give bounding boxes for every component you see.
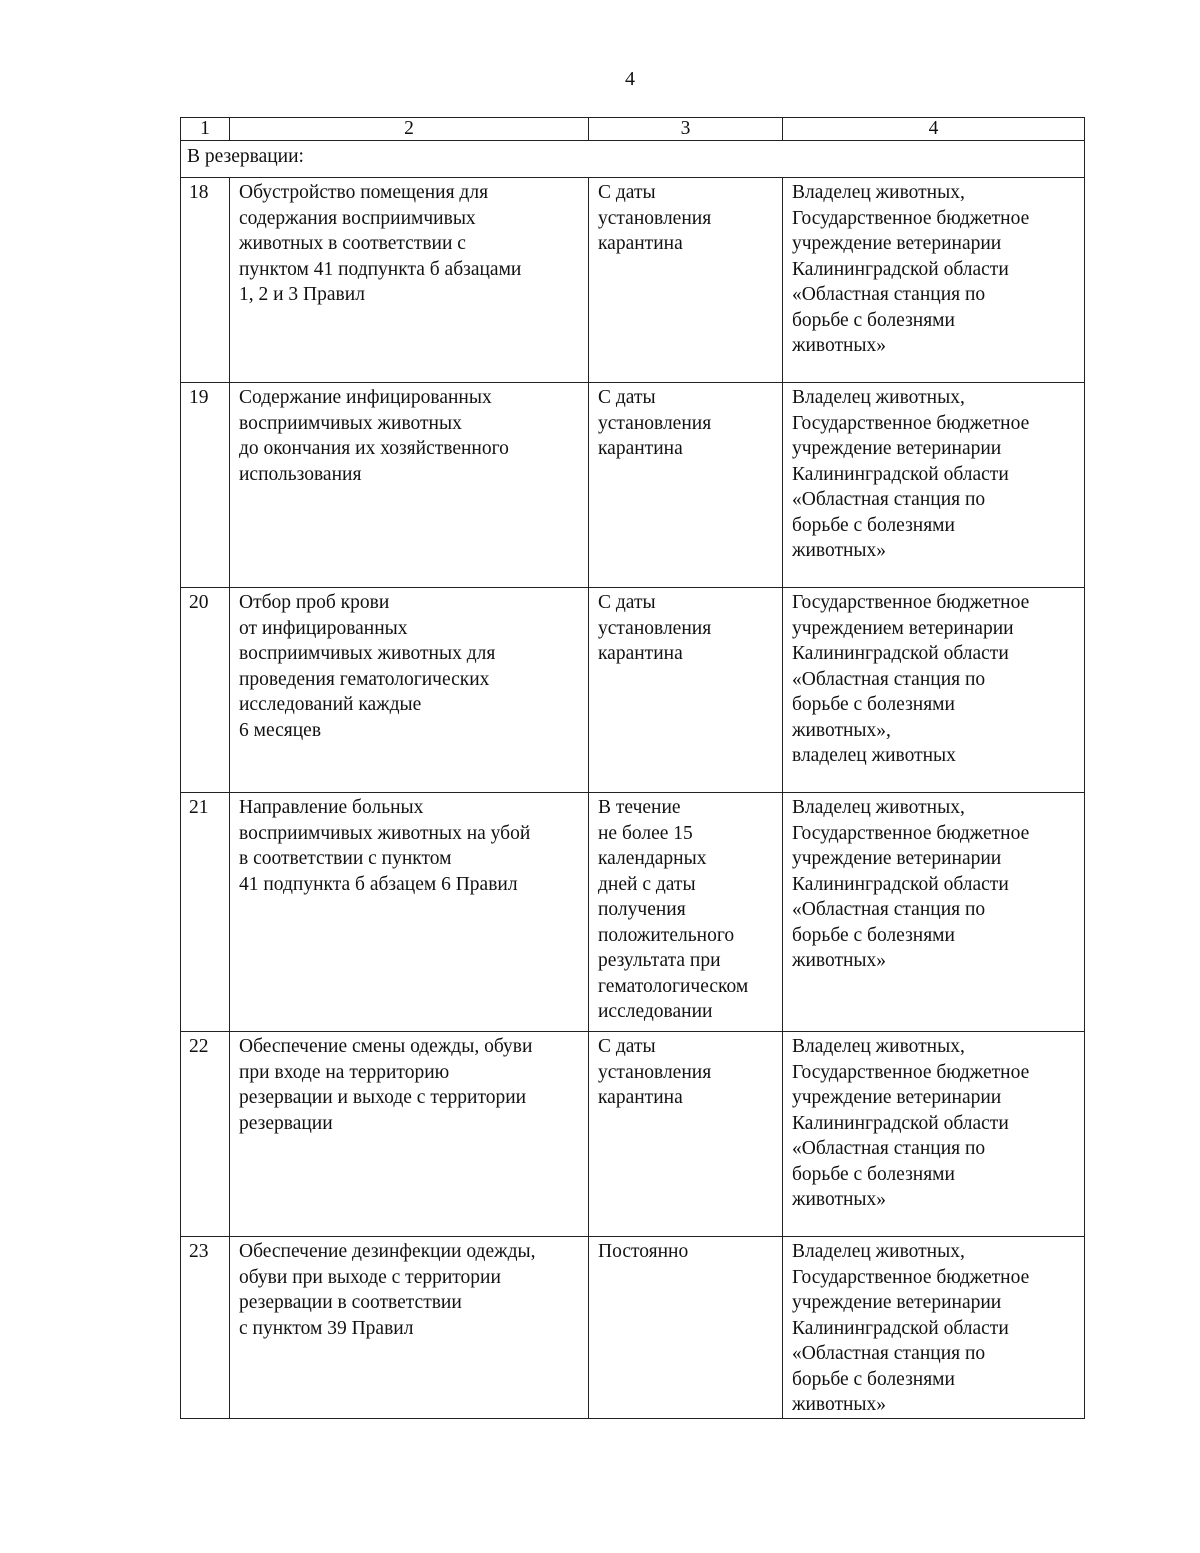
term-cell: С даты установления карантина bbox=[589, 178, 783, 383]
measure-cell: Содержание инфицированных восприимчивых животных до окончания их хозяйственного использования bbox=[230, 383, 589, 588]
table-row bbox=[181, 1032, 1085, 1237]
responsible-cell: Владелец животных, Государственное бюджетное учреждение ветеринарии Калининградской области «Областная станция по борьбе с болезнями животных» bbox=[783, 383, 1085, 588]
section-title: В резервации: bbox=[181, 141, 1085, 178]
measures-table bbox=[180, 117, 1085, 1419]
header-cell-1: 1 bbox=[181, 118, 230, 141]
measure-cell: Обустройство помещения для содержания восприимчивых животных в соответствии с пунктом 41 подпункта б абзацами 1, 2 и 3 Правил bbox=[230, 178, 589, 383]
term-cell: С даты установления карантина bbox=[589, 1032, 783, 1237]
row-number: 23 bbox=[181, 1237, 230, 1419]
table-row bbox=[181, 793, 1085, 1032]
row-number: 18 bbox=[181, 178, 230, 383]
section-row bbox=[181, 141, 1085, 178]
row-number: 19 bbox=[181, 383, 230, 588]
measure-cell: Отбор проб крови от инфицированных восприимчивых животных для проведения гематологических исследований каждые 6 месяцев bbox=[230, 588, 589, 793]
header-cell-4: 4 bbox=[783, 118, 1085, 141]
page-number: 4 bbox=[625, 68, 635, 90]
responsible-cell: Владелец животных, Государственное бюджетное учреждение ветеринарии Калининградской области «Областная станция по борьбе с болезнями животных» bbox=[783, 1032, 1085, 1237]
measure-cell: Обеспечение смены одежды, обуви при входе на территорию резервации и выходе с территории резервации bbox=[230, 1032, 589, 1237]
measure-cell: Обеспечение дезинфекции одежды, обуви при выходе с территории резервации в соответствии с пунктом 39 Правил bbox=[230, 1237, 589, 1419]
row-number: 21 bbox=[181, 793, 230, 1032]
table-header-row bbox=[181, 118, 1085, 141]
term-cell: С даты установления карантина bbox=[589, 588, 783, 793]
header-cell-2: 2 bbox=[230, 118, 589, 141]
term-cell: В течение не более 15 календарных дней с даты получения положительного результата при гематологическом исследовании bbox=[589, 793, 783, 1032]
term-cell: С даты установления карантина bbox=[589, 383, 783, 588]
row-number: 20 bbox=[181, 588, 230, 793]
term-cell: Постоянно bbox=[589, 1237, 783, 1419]
header-cell-3: 3 bbox=[589, 118, 783, 141]
responsible-cell: Владелец животных, Государственное бюджетное учреждение ветеринарии Калининградской области «Областная станция по борьбе с болезнями животных» bbox=[783, 178, 1085, 383]
table-row bbox=[181, 1237, 1085, 1419]
table-row bbox=[181, 588, 1085, 793]
responsible-cell: Владелец животных, Государственное бюджетное учреждение ветеринарии Калининградской области «Областная станция по борьбе с болезнями животных» bbox=[783, 1237, 1085, 1419]
row-number: 22 bbox=[181, 1032, 230, 1237]
table-row bbox=[181, 383, 1085, 588]
responsible-cell: Государственное бюджетное учреждением ветеринарии Калининградской области «Областная станция по борьбе с болезнями животных», владелец животных bbox=[783, 588, 1085, 793]
table-row bbox=[181, 178, 1085, 383]
responsible-cell: Владелец животных, Государственное бюджетное учреждение ветеринарии Калининградской области «Областная станция по борьбе с болезнями животных» bbox=[783, 793, 1085, 1032]
measure-cell: Направление больных восприимчивых животных на убой в соответствии с пунктом 41 подпункта б абзацем 6 Правил bbox=[230, 793, 589, 1032]
